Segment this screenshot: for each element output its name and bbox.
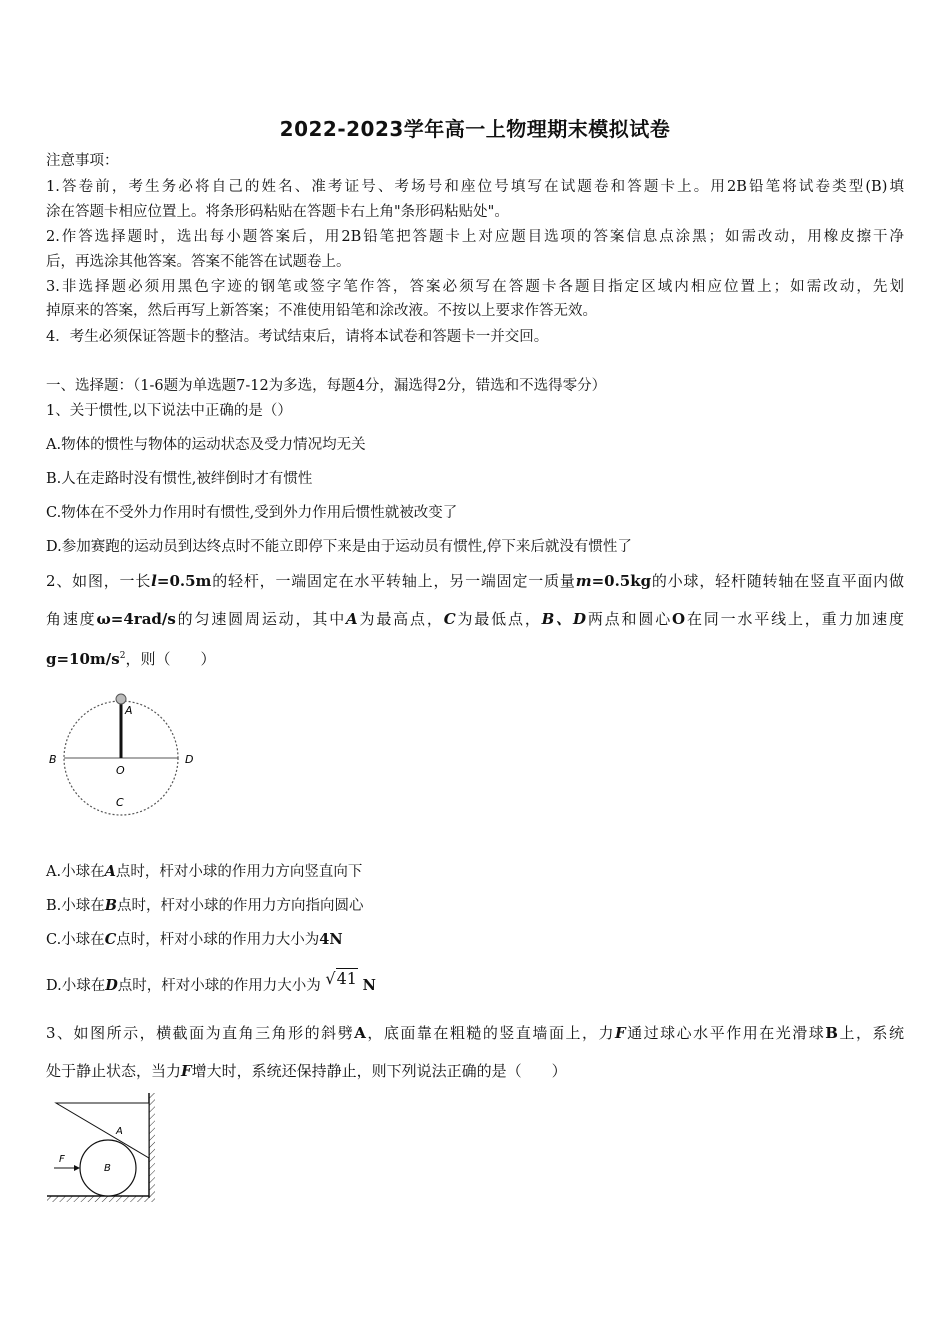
label-b: B bbox=[49, 753, 57, 766]
label-f: F bbox=[59, 1154, 65, 1165]
question-1-stem: 1、关于惯性,以下说法中正确的是（） bbox=[46, 403, 292, 419]
label-a: A bbox=[116, 1126, 123, 1137]
ball bbox=[116, 694, 126, 704]
notice-line: 涂在答题卡相应位置上。将条形码粘贴在答题卡右上角"条形码粘贴处"。 bbox=[46, 204, 509, 220]
notice-line: 掉原来的答案，然后再写上新答案；不准使用铅笔和涂改液。不按以上要求作答无效。 bbox=[46, 303, 597, 319]
question-1-option-a: A.物体的惯性与物体的运动状态及受力情况均无关 bbox=[46, 437, 366, 453]
section-heading: 一、选择题：（1-6题为单选题7-12为多选，每题4分，漏选得2分，错选和不选得零分） bbox=[46, 378, 607, 394]
notice-line: 1.答卷前，考生务必将自己的姓名、准考证号、考场号和座位号填写在试题卷和答题卡上。用2B铅笔将试卷类型(B)填 bbox=[46, 179, 904, 195]
page-title: 2022-2023学年高一上物理期末模拟试卷 bbox=[279, 117, 671, 141]
question-1-option-b: B.人在走路时没有惯性,被绊倒时才有惯性 bbox=[46, 471, 313, 487]
label-d: D bbox=[185, 753, 194, 766]
question-2-option-d: D.小球在D点时，杆对小球的作用力大小为 √41 N bbox=[46, 969, 376, 994]
question-1-option-c: C.物体在不受外力作用时有惯性,受到外力作用后惯性就被改变了 bbox=[46, 505, 458, 521]
wall-hatching bbox=[149, 1093, 155, 1198]
label-a: A bbox=[125, 704, 133, 717]
notice-line: 2.作答选择题时，选出每小题答案后，用2B铅笔把答题卡上对应题目选项的答案信息点涂黑；如需改动，用橡皮擦干净 bbox=[46, 229, 904, 245]
question-2-stem-line-2: 角速度ω=4rad/s的匀速圆周运动，其中A为最高点，C为最低点，B、D两点和圆心O在同一水平线上，重力加速度 bbox=[46, 610, 904, 628]
question-2-option-b: B.小球在B点时，杆对小球的作用力方向指向圆心 bbox=[46, 897, 364, 914]
floor-hatching bbox=[47, 1196, 155, 1202]
question-2-circle-figure bbox=[44, 690, 204, 820]
question-2-option-a: A.小球在A点时，杆对小球的作用力方向竖直向下 bbox=[46, 863, 363, 880]
question-2-stem-line-3: $g=10m/s^2$，则（ ） bbox=[46, 650, 216, 668]
question-3-wedge-figure bbox=[44, 1090, 164, 1208]
question-1-option-d: D.参加赛跑的运动员到达终点时不能立即停下来是由于运动员有惯性,停下来后就没有惯性了 bbox=[46, 539, 632, 555]
label-o: O bbox=[116, 764, 125, 777]
notice-line: 4．考生必须保证答题卡的整洁。考试结束后，请将本试卷和答题卡一并交回。 bbox=[46, 329, 549, 345]
square-root-expression: √41 bbox=[325, 969, 357, 988]
question-2-stem-line-1: 2、如图，一长l=0.5m的轻杆，一端固定在水平转轴上，另一端固定一质量m=0.5kg的小球，轻杆随转轴在竖直平面内做 bbox=[46, 572, 904, 590]
question-2-option-c: C.小球在C点时，杆对小球的作用力大小为4N bbox=[46, 931, 343, 948]
question-3-stem-line-2: 处于静止状态，当力F增大时，系统还保持静止，则下列说法正确的是（ ） bbox=[46, 1062, 567, 1080]
label-b: B bbox=[104, 1163, 111, 1174]
notice-line: 后，再选涂其他答案。答案不能答在试题卷上。 bbox=[46, 254, 351, 270]
label-c: C bbox=[116, 796, 124, 809]
question-3-stem-line-1: 3、如图所示，横截面为直角三角形的斜劈A，底面靠在粗糙的竖直墙面上，力F通过球心水平作用在光滑球B上，系统 bbox=[46, 1024, 904, 1042]
notice-line: 3.非选择题必须用黑色字迹的钢笔或签字笔作答，答案必须写在答题卡各题目指定区域内相应位置上；如需改动，先划 bbox=[46, 279, 904, 295]
notice-heading: 注意事项： bbox=[46, 153, 119, 169]
radical-sign-icon: √ bbox=[325, 969, 336, 988]
arrow-head-icon bbox=[74, 1165, 80, 1171]
